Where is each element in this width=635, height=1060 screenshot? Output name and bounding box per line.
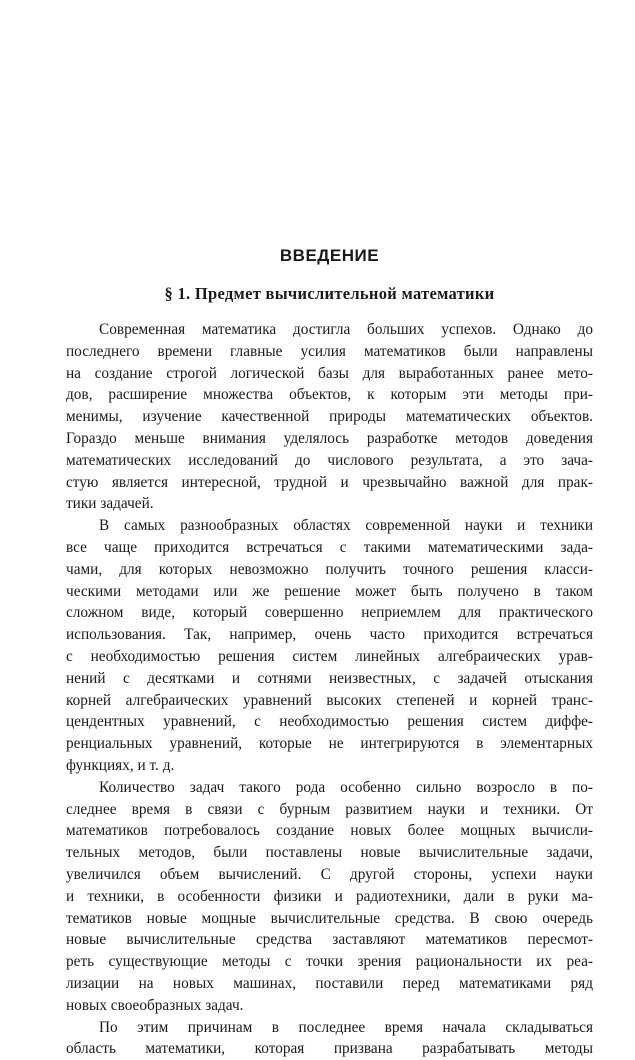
- text-line: и техники, в особенности физики и радиотехники, дали в руки ма-: [66, 887, 593, 905]
- chapter-title: ВВЕДЕНИЕ: [279, 246, 380, 265]
- text-line: менимы, изучение качественной природы математических объектов.: [66, 408, 593, 426]
- section-title: § 1. Предмет вычислительной математики: [164, 284, 495, 303]
- text-line: новых своеобразных задач.: [66, 996, 244, 1014]
- text-line: В самых разнообразных областях современной науки и техники: [99, 517, 593, 535]
- text-line: увеличился объем вычислений. С другой стороны, успехи науки: [66, 865, 593, 883]
- text-line: тельных методов, были поставлены новые вычислительные задачи,: [66, 844, 593, 862]
- text-line: с необходимостью решения систем линейных алгебраических урав-: [66, 647, 593, 665]
- text-line: функциях, и т. д.: [66, 756, 175, 774]
- text-line: математиков потребовалось создание новых более мощных вычисли-: [66, 822, 593, 840]
- text-line: Количество задач такого рода особенно сильно возросло в по-: [99, 778, 593, 796]
- text-line: Гораздо меньше внимания уделялось разработке методов доведения: [66, 429, 593, 447]
- text-line: Современная математика достигла больших успехов. Однако до: [99, 321, 593, 338]
- text-line: цендентных уравнений, с необходимостью решения систем диффе-: [66, 713, 593, 731]
- text-line: чами, для которых невозможно получить точного решения класси-: [66, 560, 593, 578]
- text-line: последнего времени главные усилия математиков были направлены: [66, 342, 593, 360]
- text-line: По этим причинам в последнее время начала складываться: [99, 1018, 593, 1036]
- text-line: тики задачей.: [66, 495, 154, 513]
- text-line: корней алгебраических уравнений высоких степеней и корней транс-: [66, 691, 593, 709]
- text-line: математических исследований до числового результата, а это зача-: [66, 451, 593, 469]
- text-line: реть существующие методы с точки зрения рациональности их реа-: [66, 953, 593, 971]
- text-line: все чаще приходится встречаться с такими математическими зада-: [66, 538, 593, 556]
- text-line: на создание строгой логической базы для выработанных ранее мето-: [66, 364, 593, 382]
- text-line: дов, расширение множества объектов, к которым эти методы при-: [66, 386, 593, 404]
- text-line: ческими методами или же решение может быть получено в таком: [66, 582, 593, 600]
- text-line: область математики, которая призвана разрабатывать методы: [66, 1040, 593, 1058]
- text-line: следнее время в связи с бурным развитием науки и техники. От: [66, 800, 593, 818]
- book-page: [66, 0, 593, 1058]
- text-line: использования. Так, например, очень часто приходится встречаться: [66, 626, 593, 644]
- text-line: тематиков новые мощные вычислительные средства. В свою очередь: [66, 909, 593, 927]
- body-text: [66, 319, 593, 1060]
- text-line: лизации на новых машинах, поставили перед математиками ряд: [66, 974, 593, 992]
- text-line: ренциальных уравнений, которые не интегрируются в элементарных: [66, 735, 593, 753]
- text-line: нений с десятками и сотнями неизвестных, с задачей отыскания: [66, 669, 593, 687]
- text-line: стую является интересной, трудной и чрезвычайно важной для прак-: [66, 473, 593, 491]
- text-line: новые вычислительные средства заставляют математиков пересмот-: [66, 931, 593, 949]
- text-line: сложном виде, который совершенно неприемлем для практического: [66, 604, 593, 622]
